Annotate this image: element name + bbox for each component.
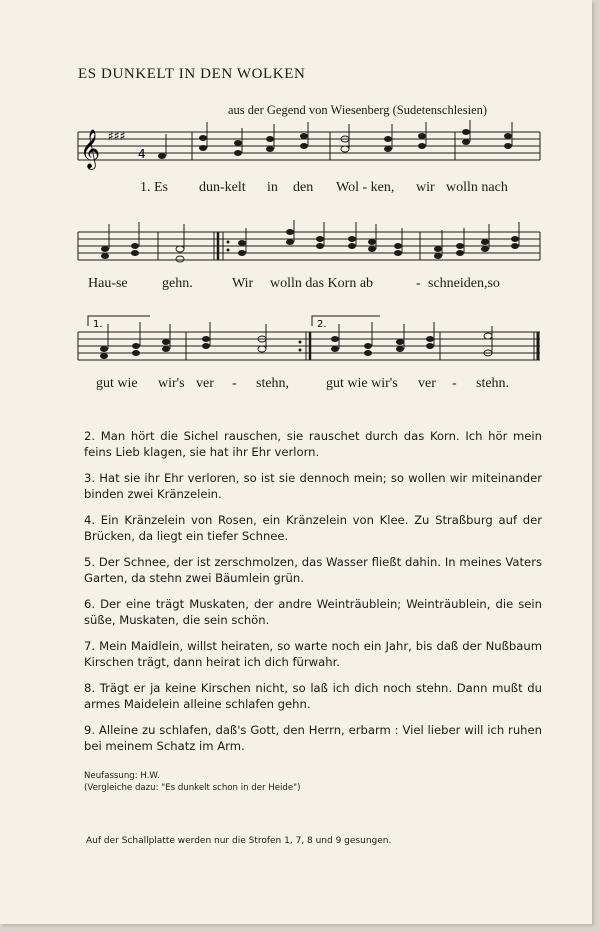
lyric-syllable: Wir <box>232 276 254 291</box>
lyric-syllable: stehn. <box>476 376 510 391</box>
verse-5: 5. Der Schnee, der ist zerschmolzen, das Wasser fließt dahin. In meines Vaters Garten, da stehn zwei Bäumlein grün. <box>84 555 542 585</box>
music-staff-3 <box>0 312 592 374</box>
lyric-syllable: Wol - ken, <box>336 180 395 195</box>
lyric-syllable: den <box>293 180 314 195</box>
volta-2: 2. <box>317 319 327 330</box>
volta-1: 1. <box>93 319 103 330</box>
lyric-syllable: stehn, <box>256 376 290 391</box>
note-heads-1 <box>158 129 512 159</box>
lyric-syllable: 1. Es <box>140 180 168 195</box>
lyric-syllable: ver <box>418 376 436 391</box>
lyric-syllable: wir's <box>158 376 185 391</box>
lyric-syllable: wir <box>416 180 435 195</box>
verse-7: 7. Mein Maidlein, willst heiraten, so warte noch ein Jahr, bis daß der Nußbaum Kirschen trägt, dann heirat ich dich fürwahr. <box>84 639 542 669</box>
revision-note: Neufassung: H.W. <box>84 771 160 781</box>
music-staff-1 <box>0 118 592 178</box>
verse-6: 6. Der eine trägt Muskaten, der andre Weinträublein; Weinträublein, die sein süße, Muskaten, die sein schön. <box>84 597 542 627</box>
lyric-syllable: Hau-se <box>88 276 128 291</box>
lyric-syllable: dun-kelt <box>199 180 246 195</box>
lyric-syllable: - <box>452 376 457 391</box>
lyric-syllable: ver <box>196 376 214 391</box>
notes-block <box>84 770 544 794</box>
verse-2: 2. Man hört die Sichel rauschen, sie rauschet durch das Korn. Ich hör mein feins Lieb klagen, sie hat ihr Ehr verlorn. <box>84 429 542 459</box>
verse-9: 9. Alleine zu schlafen, daß's Gott, den Herrn, erbarm : Viel lieber will ich ruhen bei meinem Schatz im Arm. <box>84 723 542 753</box>
lyric-syllable: in <box>267 180 278 195</box>
lyric-syllable: wolln nach <box>446 180 508 195</box>
song-origin: aus der Gegend von Wiesenberg (Sudetenschlesien) <box>228 103 488 117</box>
verse-4: 4. Ein Kränzelein von Rosen, ein Kränzelein von Klee. Zu Straßburg auf der Brücken, da liegt ein tiefer Schnee. <box>84 513 542 543</box>
verses-block <box>84 428 542 764</box>
song-title: ES DUNKELT IN DEN WOLKEN <box>78 66 306 82</box>
lyric-syllable: - <box>416 276 421 291</box>
verse-8: 8. Trägt er ja keine Kirschen nicht, so laß ich dich noch stehn. Dann mußt du armes Maidelein alleine schlafen gehn. <box>84 681 542 711</box>
key-signature-icon: ♯♯♯ <box>108 129 126 143</box>
lyric-syllable: gehn. <box>162 276 193 291</box>
lyric-syllable: schneiden,so <box>428 276 500 291</box>
treble-clef-icon: 𝄞 <box>80 129 101 169</box>
lyric-syllable: - <box>232 376 237 391</box>
compare-note: (Vergleiche dazu: "Es dunkelt schon in der Heide") <box>84 783 301 793</box>
record-note: Auf der Schallplatte werden nur die Strofen 1, 7, 8 und 9 gesungen. <box>86 836 392 846</box>
lyric-syllable: wolln das Korn ab <box>270 276 374 291</box>
verse-3: 3. Hat sie ihr Ehr verloren, so ist sie dennoch mein; so wollen wir miteinander binden zwei Kränzelein. <box>84 471 542 501</box>
time-signature: 4 <box>138 147 146 161</box>
lyric-syllable: gut wie wir's <box>326 376 398 391</box>
music-staff-2 <box>0 218 592 276</box>
lyric-syllable: gut wie <box>96 376 138 391</box>
